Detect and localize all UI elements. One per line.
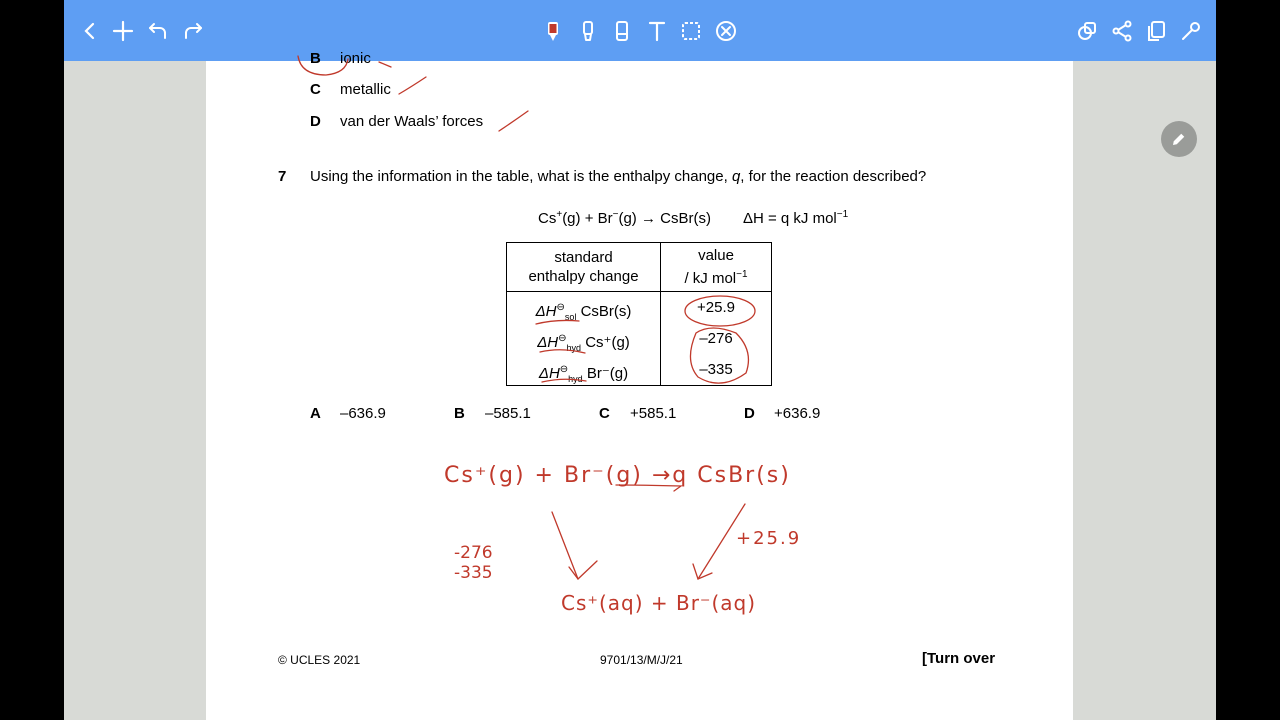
- undo-icon[interactable]: [141, 14, 175, 48]
- option-letter-d: D: [310, 113, 321, 130]
- question-text: Using the information in the table, what is the enthalpy change, q, for the reaction described?: [310, 168, 927, 185]
- handwritten-reaction: Cs⁺(g) + Br⁻(g) →q CsBr(s): [444, 463, 791, 488]
- option-text-d: van der Waals’ forces: [340, 113, 484, 130]
- underline-hyd-br: [542, 379, 586, 382]
- footer-copyright: © UCLES 2021: [278, 653, 361, 667]
- text-icon[interactable]: [640, 14, 674, 48]
- pen-red-icon[interactable]: [536, 14, 570, 48]
- option-letter-b: B: [310, 50, 321, 67]
- eraser-icon[interactable]: [605, 14, 639, 48]
- top-toolbar: [64, 0, 1216, 61]
- reaction-equation: Cs+(g) + Br−(g) → CsBr(s) ΔH = q kJ mol$^{-1}$: [538, 209, 849, 227]
- slash-mark-c: [399, 77, 426, 94]
- table-header-change: standard enthalpy change: [507, 243, 661, 292]
- handwritten-right-value: +25.9: [736, 528, 802, 549]
- answer-value-b: –585.1: [485, 405, 531, 422]
- option-text-c: metallic: [340, 81, 391, 98]
- back-icon[interactable]: [73, 14, 107, 48]
- annotation-app: [64, 0, 1216, 720]
- table-header-value: value / kJ mol$^{-1}$: [661, 243, 772, 292]
- highlighter-icon[interactable]: [571, 14, 605, 48]
- question-number: 7: [278, 168, 287, 185]
- edit-fab-button[interactable]: [1161, 121, 1197, 157]
- handwritten-left-values: -276 -335: [454, 543, 493, 583]
- handwriting-layer: [206, 61, 1073, 720]
- copy-icon[interactable]: [1139, 14, 1173, 48]
- answer-letter-b: B: [454, 405, 465, 422]
- cross-mark-b: [379, 62, 391, 67]
- table-row-sol: $\Delta H^⊖_{sol}$ CsBr(s): [535, 302, 632, 322]
- settings-icon[interactable]: [1174, 14, 1208, 48]
- answer-value-c: +585.1: [630, 405, 677, 422]
- answer-value-d: +636.9: [774, 405, 821, 422]
- underline-hyd-cs: [540, 350, 585, 353]
- table-value-sol: +25.9: [697, 299, 735, 316]
- answer-letter-a: A: [310, 405, 321, 422]
- slash-mark-d: [499, 111, 528, 131]
- document-page: [206, 50, 1073, 720]
- underline-sol: [536, 320, 579, 324]
- arrow-left-head: [569, 561, 597, 579]
- pencil-icon: [1170, 130, 1188, 148]
- layers-icon[interactable]: [1070, 14, 1104, 48]
- table-value-hyd-cs: –276: [699, 330, 733, 347]
- table-row-hyd-cs: $\Delta H^⊖_{hyd}$ Cs⁺(g): [537, 333, 630, 353]
- table-value-hyd-br: –335: [699, 361, 733, 378]
- share-icon[interactable]: [1105, 14, 1139, 48]
- add-icon[interactable]: [106, 14, 140, 48]
- clear-icon[interactable]: [709, 14, 743, 48]
- handwritten-bottom: Cs⁺(aq) + Br⁻(aq): [561, 591, 757, 615]
- option-letter-c: C: [310, 81, 321, 98]
- answer-letter-c: C: [599, 405, 610, 422]
- answer-value-a: –636.9: [340, 405, 386, 422]
- option-text-b: ionic: [340, 50, 371, 67]
- oval-values-hyd: [690, 328, 748, 383]
- answer-letter-d: D: [744, 405, 755, 422]
- table-row-hyd-br: $\Delta H^⊖_{hyd}$ Br⁻(g): [538, 364, 629, 384]
- lasso-select-icon[interactable]: [674, 14, 708, 48]
- footer-code: 9701/13/M/J/21: [600, 653, 683, 667]
- arrow-left-shaft: [552, 512, 578, 579]
- redo-icon[interactable]: [176, 14, 210, 48]
- footer-turn-over: [Turn over: [922, 650, 996, 667]
- oval-value-sol: [685, 296, 755, 326]
